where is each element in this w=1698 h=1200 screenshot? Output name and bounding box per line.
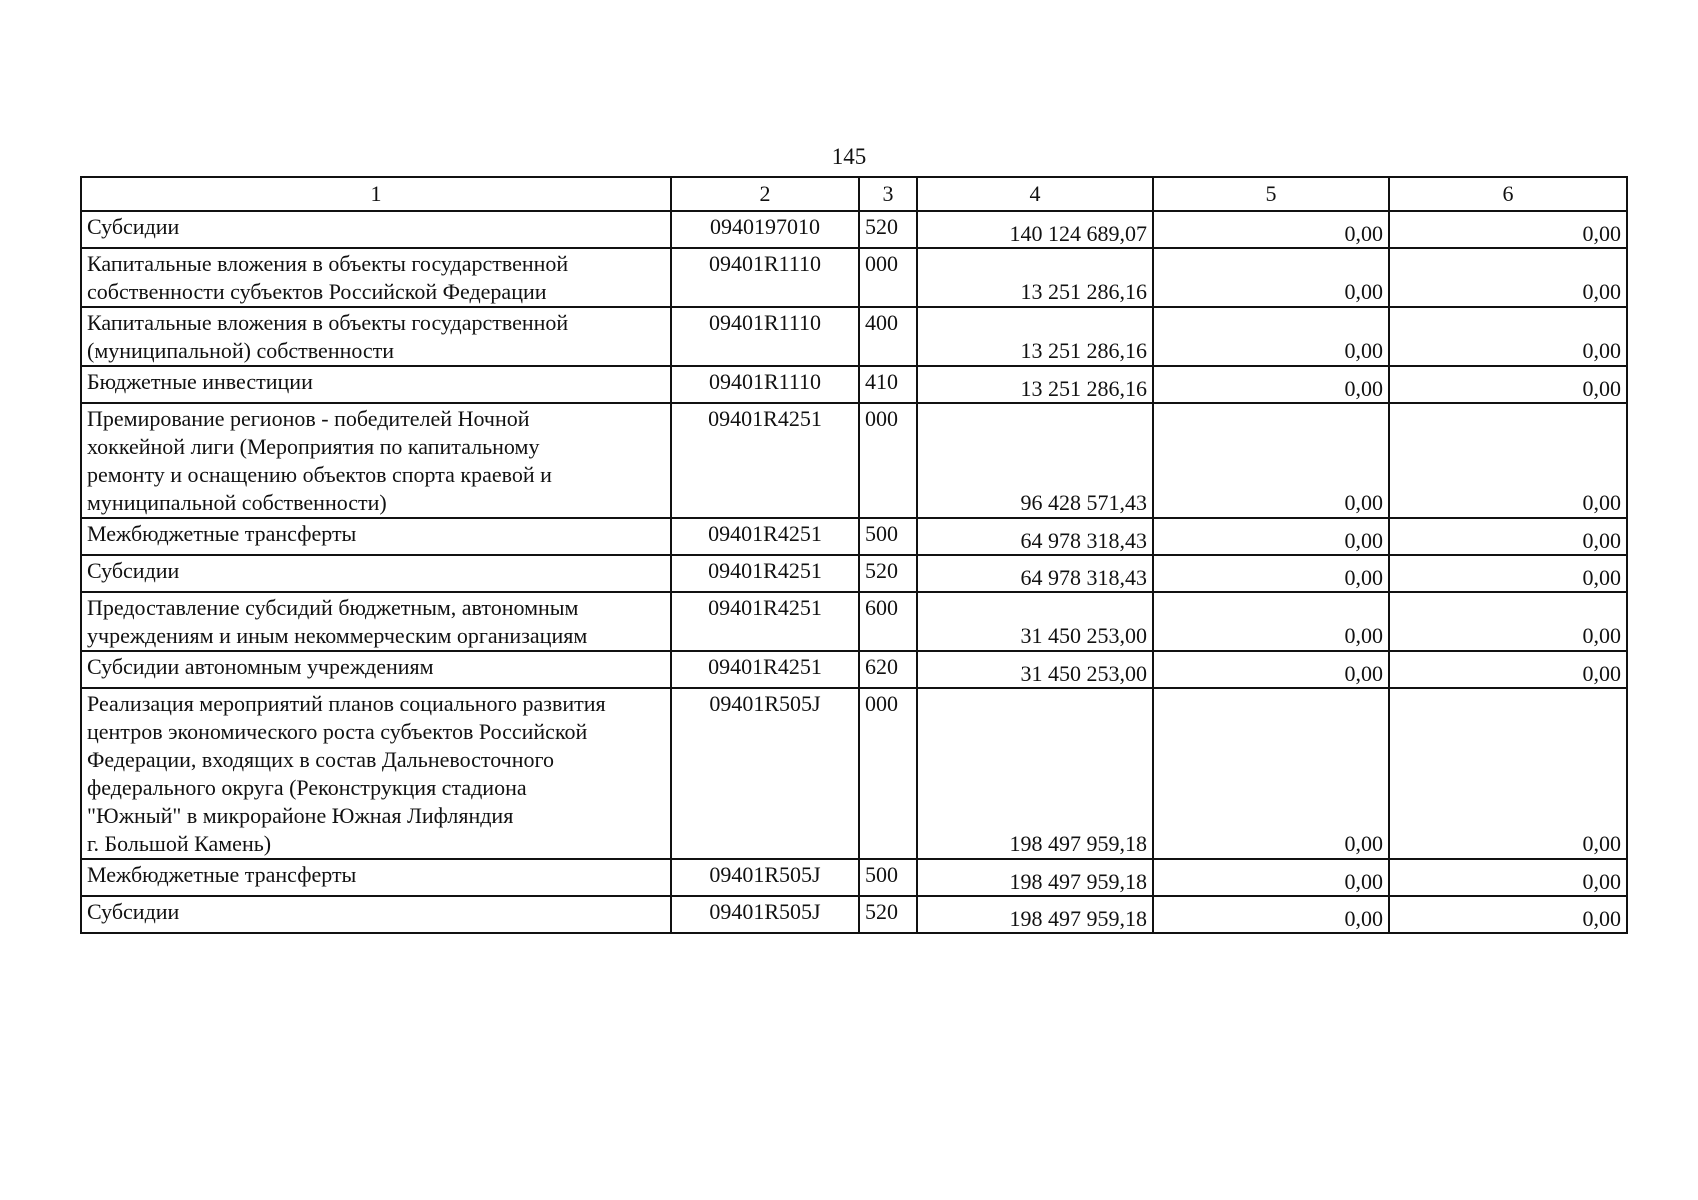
row-amount-col4: 13 251 286,16: [917, 366, 1153, 403]
row-code-cell: 09401R4251: [671, 555, 859, 592]
row-amount-col4: 13 251 286,16: [917, 248, 1153, 307]
row-code-cell: 09401R505J: [671, 859, 859, 896]
row-amount-col6: 0,00: [1389, 859, 1627, 896]
row-type-cell: 000: [859, 403, 917, 518]
table-row: [81, 211, 1627, 248]
table-row: [81, 366, 1627, 403]
row-amount-col5: 0,00: [1153, 366, 1389, 403]
row-name-line: Субсидии автономным учреждениям: [87, 654, 434, 679]
row-amount-col4: 96 428 571,43: [917, 403, 1153, 518]
row-name-line: Субсидии: [87, 214, 180, 239]
row-name-line: муниципальной собственности): [87, 490, 387, 515]
row-name-line: Межбюджетные трансферты: [87, 521, 357, 546]
row-amount-col5: 0,00: [1153, 859, 1389, 896]
row-amount-col6: 0,00: [1389, 211, 1627, 248]
row-code-cell: 09401R505J: [671, 688, 859, 859]
row-name-cell: [81, 366, 671, 403]
row-amount-col4: 31 450 253,00: [917, 592, 1153, 651]
row-amount-col6: 0,00: [1389, 555, 1627, 592]
row-type-cell: 520: [859, 211, 917, 248]
page-number: 145: [831, 144, 867, 169]
row-name-cell: [81, 896, 671, 933]
row-amount-col5: 0,00: [1153, 248, 1389, 307]
column-header: 1: [81, 177, 671, 211]
row-code-cell: 09401R4251: [671, 518, 859, 555]
row-name-line: хоккейной лиги (Мероприятия по капитальному: [87, 434, 540, 459]
row-amount-col6: 0,00: [1389, 688, 1627, 859]
row-name-line: ремонту и оснащению объектов спорта краевой и: [87, 462, 552, 487]
row-code-cell: 09401R1110: [671, 366, 859, 403]
row-amount-col5: 0,00: [1153, 403, 1389, 518]
row-amount-col5: 0,00: [1153, 518, 1389, 555]
table-body: [81, 177, 1627, 933]
row-name-line: учреждениям и иным некоммерческим организациям: [87, 623, 588, 648]
row-amount-col5: 0,00: [1153, 211, 1389, 248]
row-name-line: Предоставление субсидий бюджетным, автономным: [87, 595, 579, 620]
row-type-cell: 620: [859, 651, 917, 688]
row-code-cell: 09401R4251: [671, 592, 859, 651]
table-row: [81, 651, 1627, 688]
row-name-line: центров экономического роста субъектов Российской: [87, 719, 588, 744]
row-name-cell: [81, 859, 671, 896]
row-type-cell: 600: [859, 592, 917, 651]
row-amount-col5: 0,00: [1153, 592, 1389, 651]
row-type-cell: 400: [859, 307, 917, 366]
row-name-line: собственности субъектов Российской Федерации: [87, 279, 547, 304]
column-header: 5: [1153, 177, 1389, 211]
row-code-cell: 09401R4251: [671, 651, 859, 688]
row-name-cell: [81, 307, 671, 366]
table-row: [81, 518, 1627, 555]
row-type-cell: 000: [859, 248, 917, 307]
column-header: 2: [671, 177, 859, 211]
row-name-line: Межбюджетные трансферты: [87, 862, 357, 887]
row-name-cell: [81, 211, 671, 248]
row-amount-col5: 0,00: [1153, 896, 1389, 933]
row-name-line: Бюджетные инвестиции: [87, 369, 313, 394]
row-amount-col4: 198 497 959,18: [917, 688, 1153, 859]
column-header: 3: [859, 177, 917, 211]
row-amount-col5: 0,00: [1153, 651, 1389, 688]
row-name-cell: [81, 403, 671, 518]
row-amount-col6: 0,00: [1389, 403, 1627, 518]
column-header: 6: [1389, 177, 1627, 211]
table-row: [81, 896, 1627, 933]
row-type-cell: 000: [859, 688, 917, 859]
table-header-row: [81, 177, 1627, 211]
table-row: [81, 592, 1627, 651]
row-amount-col4: 140 124 689,07: [917, 211, 1153, 248]
table-row: [81, 307, 1627, 366]
row-amount-col4: 64 978 318,43: [917, 518, 1153, 555]
row-name-line: Федерации, входящих в состав Дальневосточного: [87, 747, 554, 772]
row-name-cell: [81, 248, 671, 307]
row-code-cell: 09401R4251: [671, 403, 859, 518]
row-amount-col6: 0,00: [1389, 592, 1627, 651]
row-name-line: г. Большой Камень): [87, 831, 272, 856]
row-type-cell: 520: [859, 555, 917, 592]
row-amount-col4: 198 497 959,18: [917, 859, 1153, 896]
row-name-line: Субсидии: [87, 899, 180, 924]
row-type-cell: 520: [859, 896, 917, 933]
row-code-cell: 09401R505J: [671, 896, 859, 933]
row-amount-col6: 0,00: [1389, 896, 1627, 933]
row-name-line: федерального округа (Реконструкция стадиона: [87, 775, 527, 800]
row-amount-col4: 198 497 959,18: [917, 896, 1153, 933]
row-amount-col6: 0,00: [1389, 248, 1627, 307]
row-amount-col6: 0,00: [1389, 307, 1627, 366]
column-header: 4: [917, 177, 1153, 211]
row-amount-col5: 0,00: [1153, 555, 1389, 592]
table-row: [81, 688, 1627, 859]
budget-table: [80, 176, 1628, 934]
row-type-cell: 410: [859, 366, 917, 403]
row-name-line: (муниципальной) собственности: [87, 338, 395, 363]
table-row: [81, 555, 1627, 592]
row-amount-col5: 0,00: [1153, 307, 1389, 366]
row-code-cell: 0940197010: [671, 211, 859, 248]
row-name-line: Капитальные вложения в объекты государственной: [87, 251, 569, 276]
row-name-cell: [81, 592, 671, 651]
row-code-cell: 09401R1110: [671, 307, 859, 366]
row-name-cell: [81, 555, 671, 592]
row-amount-col6: 0,00: [1389, 651, 1627, 688]
row-name-line: Реализация мероприятий планов социального развития: [87, 691, 606, 716]
row-code-cell: 09401R1110: [671, 248, 859, 307]
row-amount-col4: 31 450 253,00: [917, 651, 1153, 688]
row-type-cell: 500: [859, 859, 917, 896]
row-type-cell: 500: [859, 518, 917, 555]
row-amount-col4: 13 251 286,16: [917, 307, 1153, 366]
row-amount-col5: 0,00: [1153, 688, 1389, 859]
row-name-cell: [81, 688, 671, 859]
table-row: [81, 248, 1627, 307]
row-amount-col6: 0,00: [1389, 366, 1627, 403]
row-name-line: Субсидии: [87, 558, 180, 583]
row-name-line: Капитальные вложения в объекты государственной: [87, 310, 569, 335]
row-name-line: Премирование регионов - победителей Ночной: [87, 406, 530, 431]
row-name-cell: [81, 518, 671, 555]
table-row: [81, 859, 1627, 896]
row-name-cell: [81, 651, 671, 688]
row-name-line: "Южный" в микрорайоне Южная Лифляндия: [87, 803, 514, 828]
table-row: [81, 403, 1627, 518]
row-amount-col6: 0,00: [1389, 518, 1627, 555]
row-amount-col4: 64 978 318,43: [917, 555, 1153, 592]
